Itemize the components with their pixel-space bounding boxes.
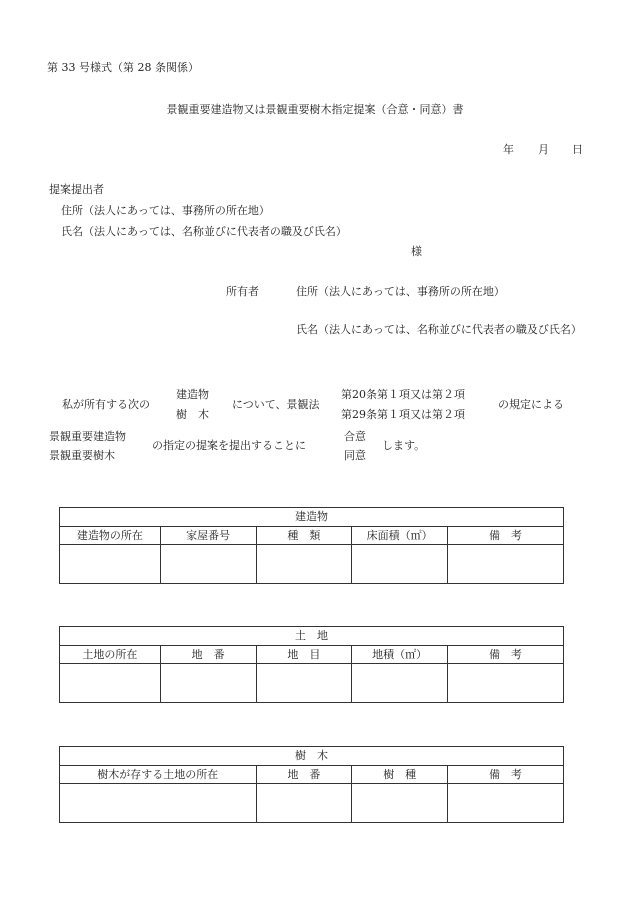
land-table-caption: 土 地 <box>60 627 564 646</box>
header-building-type: 種 類 <box>256 527 352 545</box>
header-land-category: 地 目 <box>256 646 352 664</box>
header-tree-lot-number: 地 番 <box>256 766 352 784</box>
option-building: 建造物 <box>176 388 209 401</box>
statement-line2-middle: の指定の提案を提出することに <box>152 439 306 452</box>
building-location-cell[interactable] <box>60 545 161 584</box>
article-29: 第29条第１項又は第２項 <box>341 408 465 421</box>
article-20: 第20条第１項又は第２項 <box>341 388 465 401</box>
proposer-address-label: 住所（法人にあっては、事務所の所在地） <box>61 204 270 217</box>
owner-label: 所有者 <box>226 285 259 298</box>
land-area-cell[interactable] <box>352 664 448 703</box>
tree-remarks-cell[interactable] <box>448 784 564 823</box>
tree-species-cell[interactable] <box>352 784 448 823</box>
land-category-cell[interactable] <box>256 664 352 703</box>
lot-number-cell[interactable] <box>160 664 256 703</box>
header-land-location: 土地の所在 <box>60 646 161 664</box>
designation-tree: 景観重要樹木 <box>49 449 115 462</box>
building-remarks-cell[interactable] <box>448 545 564 584</box>
date-year: 年 <box>503 143 514 156</box>
house-number-cell[interactable] <box>160 545 256 584</box>
land-table <box>59 626 564 703</box>
owner-address-label: 住所（法人にあっては、事務所の所在地） <box>296 285 505 298</box>
statement-prefix: 私が所有する次の <box>62 398 150 411</box>
date-day: 日 <box>572 143 583 156</box>
proposer-heading: 提案提出者 <box>49 183 104 196</box>
statement-line2-suffix: します。 <box>382 439 426 452</box>
header-house-number: 家屋番号 <box>160 527 256 545</box>
tree-land-location-cell[interactable] <box>60 784 257 823</box>
designation-building: 景観重要建造物 <box>49 430 126 443</box>
header-tree-species: 樹 種 <box>352 766 448 784</box>
honorific-sama: 様 <box>411 245 422 258</box>
land-remarks-cell[interactable] <box>448 664 564 703</box>
date-month: 月 <box>538 143 549 156</box>
header-floor-area: 床面積（㎡） <box>352 527 448 545</box>
option-consent: 同意 <box>344 449 366 462</box>
owner-name-label: 氏名（法人にあっては、名称並びに代表者の職及び氏名） <box>296 323 582 336</box>
statement-middle: について、景観法 <box>232 398 320 411</box>
statement-suffix: の規定による <box>498 398 564 411</box>
tree-table <box>59 746 564 823</box>
option-tree: 樹 木 <box>176 408 209 421</box>
building-table-caption: 建造物 <box>60 508 564 527</box>
header-tree-land-location: 樹木が存する土地の所在 <box>60 766 257 784</box>
floor-area-cell[interactable] <box>352 545 448 584</box>
form-number: 第 33 号様式（第 28 条関係） <box>47 61 199 74</box>
proposer-name-label: 氏名（法人にあっては、名称並びに代表者の職及び氏名） <box>61 225 347 238</box>
building-table <box>59 507 564 584</box>
tree-table-caption: 樹 木 <box>60 747 564 766</box>
header-tree-remarks: 備 考 <box>448 766 564 784</box>
building-type-cell[interactable] <box>256 545 352 584</box>
header-building-remarks: 備 考 <box>448 527 564 545</box>
page-title: 景観重要建造物又は景観重要樹木指定提案（合意・同意）書 <box>166 103 464 116</box>
land-location-cell[interactable] <box>60 664 161 703</box>
tree-lot-number-cell[interactable] <box>256 784 352 823</box>
header-land-area: 地積（㎡） <box>352 646 448 664</box>
header-land-remarks: 備 考 <box>448 646 564 664</box>
header-lot-number: 地 番 <box>160 646 256 664</box>
header-building-location: 建造物の所在 <box>60 527 161 545</box>
option-agree: 合意 <box>344 430 366 443</box>
